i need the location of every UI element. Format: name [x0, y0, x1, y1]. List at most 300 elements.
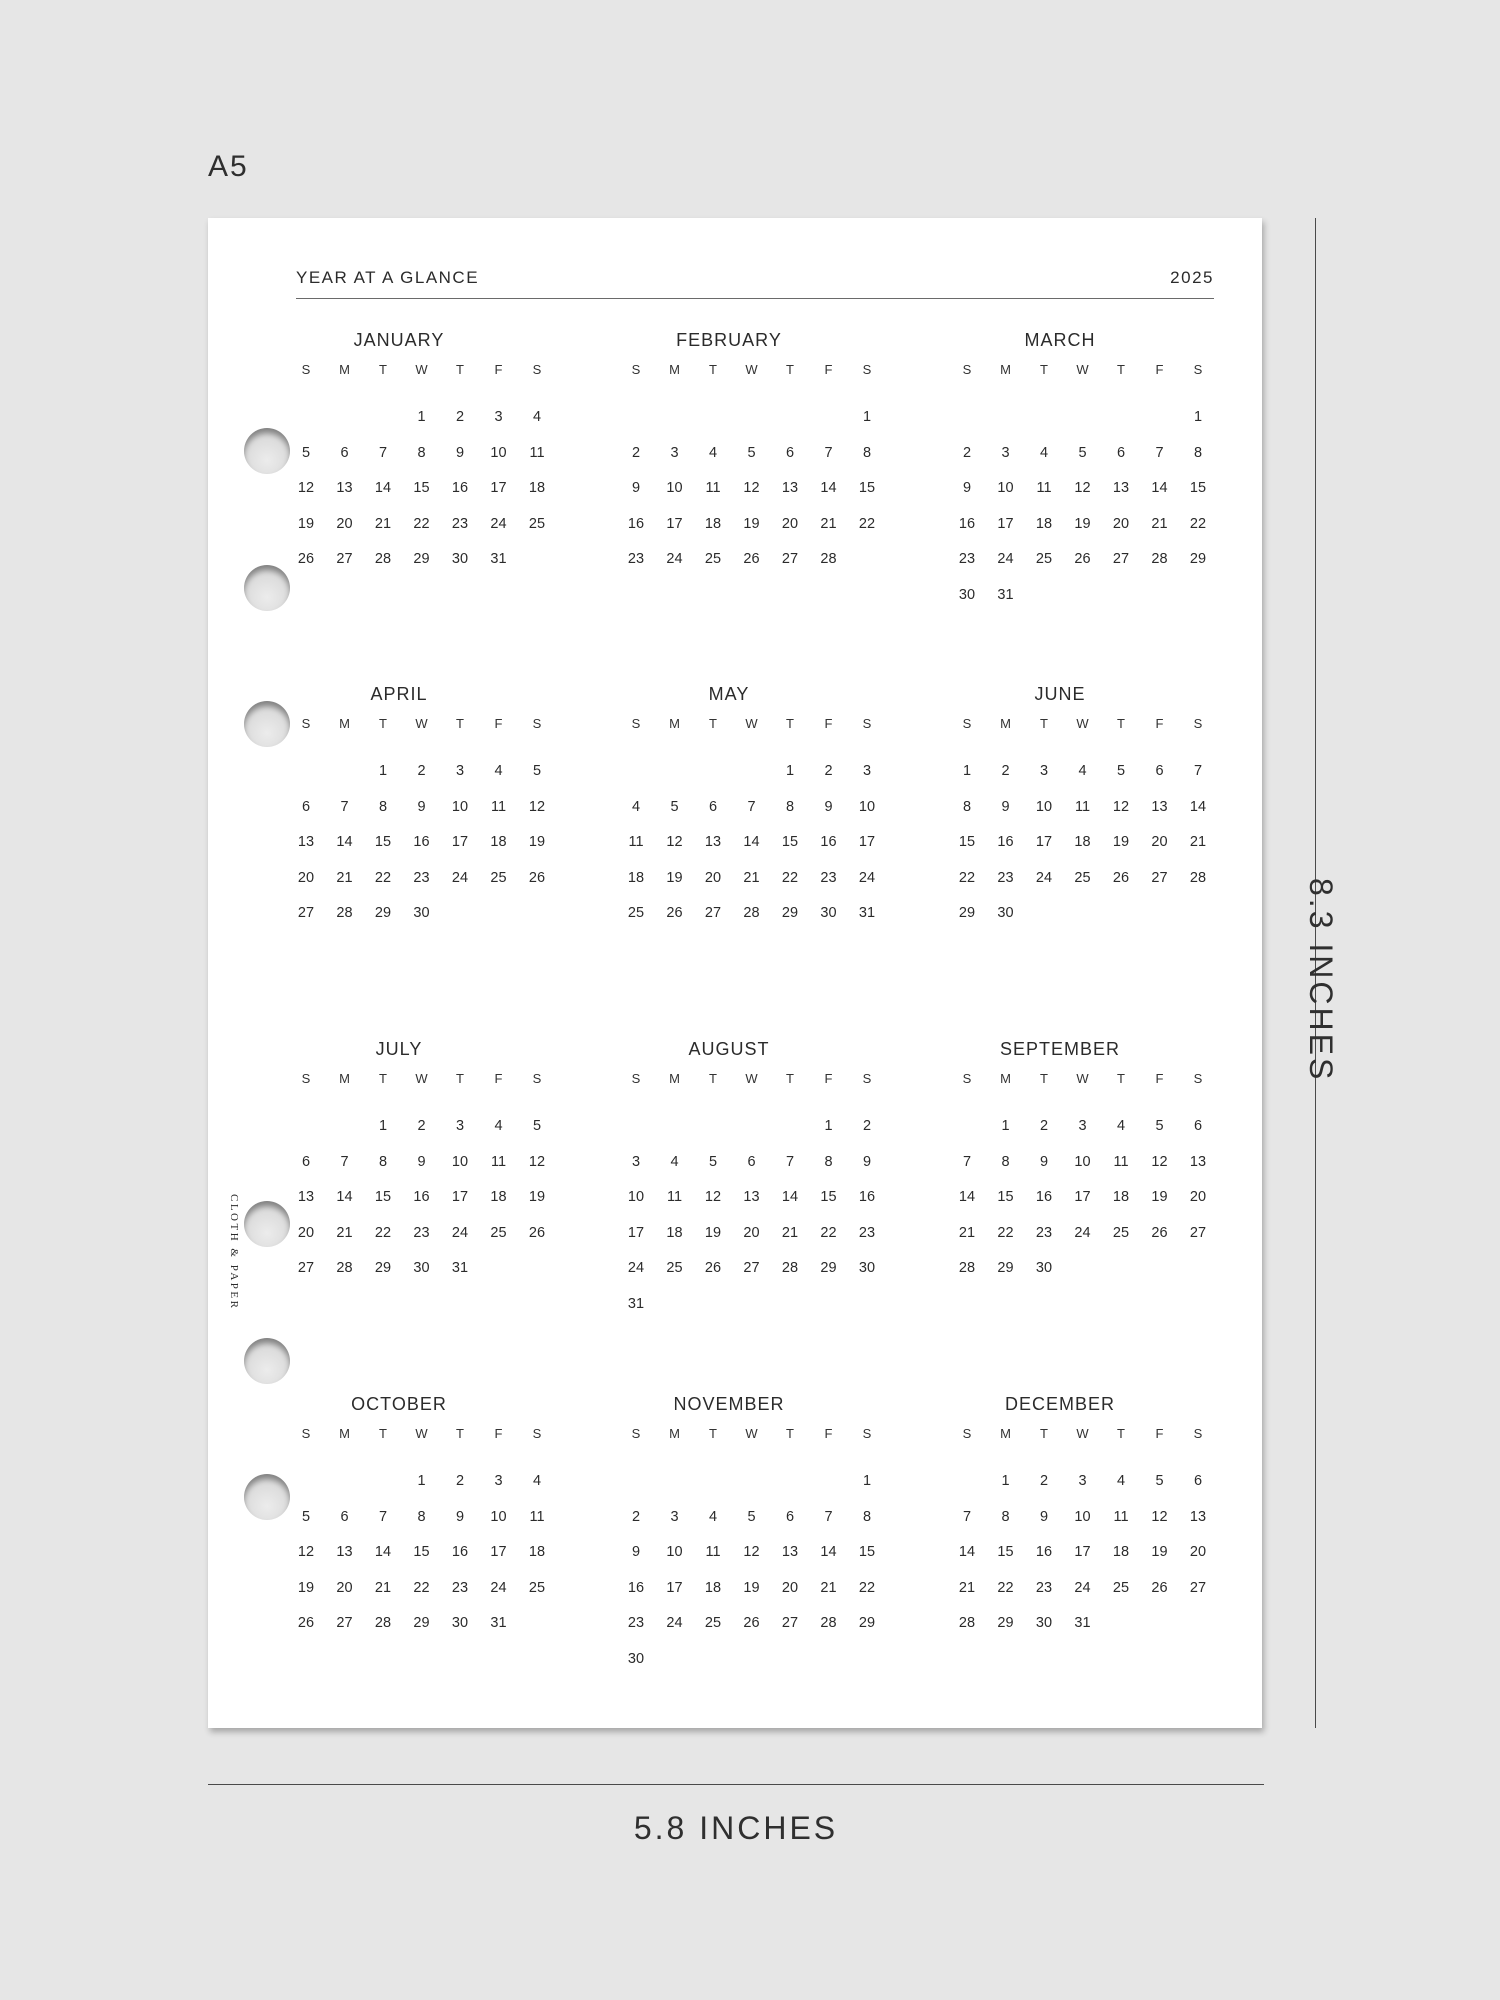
- calendar-day: 12: [666, 834, 683, 850]
- weekday-label: W: [415, 716, 428, 731]
- calendar-day: 28: [820, 1615, 837, 1631]
- calendar-day: 24: [1035, 869, 1053, 886]
- calendar-day: 20: [781, 1579, 799, 1596]
- calendar-day: 14: [743, 834, 760, 850]
- calendar-day: 5: [301, 1508, 311, 1525]
- calendar-day: 21: [781, 1224, 799, 1241]
- calendar-day: 11: [1113, 1508, 1129, 1525]
- weekday-label: T: [1040, 716, 1048, 731]
- calendar-day: 24: [1074, 1224, 1091, 1241]
- weekday-label: M: [339, 1071, 350, 1086]
- calendar-day: 2: [417, 763, 426, 779]
- calendar-day: 5: [708, 1153, 718, 1170]
- calendar-day: 11: [666, 1189, 683, 1205]
- calendar-day: 22: [858, 515, 876, 532]
- calendar-day: 17: [997, 515, 1014, 532]
- calendar-day: 9: [1039, 1508, 1049, 1525]
- calendar-day: 8: [1193, 444, 1203, 461]
- calendar-day: 15: [997, 1544, 1014, 1560]
- calendar-day: 19: [528, 834, 546, 850]
- calendar-day: 19: [297, 1579, 315, 1596]
- weekday-label: M: [669, 1426, 680, 1441]
- calendar-day: 28: [743, 905, 760, 921]
- calendar-day: 20: [1151, 834, 1168, 850]
- calendar-day: 30: [451, 551, 469, 567]
- calendar-day: 25: [528, 515, 546, 532]
- calendar-day: 29: [374, 905, 392, 921]
- calendar-day: 20: [743, 1224, 760, 1241]
- calendar-day: 16: [820, 834, 837, 850]
- calendar-day: 24: [451, 1224, 469, 1241]
- calendar-day: 3: [1078, 1118, 1087, 1134]
- calendar-day: 26: [297, 1615, 315, 1631]
- calendar-day: 7: [340, 798, 349, 815]
- calendar-day: 4: [670, 1153, 679, 1170]
- calendar-day: 4: [1116, 1473, 1126, 1489]
- calendar-day: 18: [1074, 834, 1091, 850]
- calendar-day: 11: [1036, 480, 1052, 496]
- weekday-label: F: [1155, 716, 1164, 731]
- calendar-day: 12: [743, 480, 760, 496]
- month-block: [624, 1039, 894, 1369]
- calendar-day: 5: [1155, 1118, 1164, 1134]
- calendar-day: 10: [1074, 1508, 1091, 1525]
- calendar-day: 17: [666, 1579, 683, 1596]
- calendar-day: 1: [785, 763, 795, 779]
- calendar-day: 17: [1074, 1189, 1091, 1205]
- weekday-label: W: [415, 362, 428, 377]
- calendar-day: 23: [413, 1224, 430, 1241]
- calendar-day: 18: [1035, 515, 1053, 532]
- calendar-day: 1: [1193, 409, 1203, 425]
- calendar-day: 25: [490, 1224, 507, 1241]
- calendar-day: 9: [631, 480, 641, 496]
- weekday-label: T: [1040, 1426, 1048, 1441]
- calendar-day: 4: [1078, 763, 1087, 779]
- calendar-day: 23: [451, 1579, 469, 1596]
- calendar-day: 30: [413, 905, 430, 921]
- calendar-day: 22: [413, 1579, 430, 1596]
- calendar-day: 13: [781, 1544, 799, 1560]
- calendar-day: 1: [862, 409, 872, 425]
- calendar-day: 22: [820, 1224, 837, 1241]
- month-block: [624, 1394, 894, 1724]
- weekday-label: T: [1117, 362, 1125, 377]
- calendar-day: 10: [997, 480, 1014, 496]
- calendar-day: 12: [297, 1544, 315, 1560]
- weekday-label: M: [1000, 1071, 1011, 1086]
- calendar-day: 24: [666, 1615, 683, 1631]
- weekday-label: S: [862, 716, 872, 731]
- calendar-day: 18: [704, 1579, 722, 1596]
- calendar-day: 17: [451, 834, 469, 850]
- month-name: APRIL: [370, 684, 428, 704]
- calendar-day: 11: [628, 834, 644, 850]
- calendar-day: 2: [1039, 1118, 1049, 1134]
- weekday-label: T: [1117, 1426, 1125, 1441]
- weekday-label: S: [962, 716, 972, 731]
- calendar-day: 28: [374, 1615, 392, 1631]
- calendar-day: 13: [297, 1189, 315, 1205]
- calendar-day: 11: [529, 444, 545, 461]
- weekday-label: M: [1000, 716, 1011, 731]
- weekday-label: W: [1076, 362, 1089, 377]
- calendar-day: 27: [297, 905, 315, 921]
- calendar-day: 20: [297, 1224, 315, 1241]
- weekday-label: S: [862, 1071, 872, 1086]
- calendar-day: 22: [997, 1224, 1014, 1241]
- calendar-day: 30: [997, 905, 1014, 921]
- calendar-day: 18: [528, 480, 546, 496]
- calendar-day: 7: [747, 798, 756, 815]
- calendar-day: 15: [858, 480, 876, 496]
- calendar-day: 16: [958, 515, 976, 532]
- calendar-day: 8: [785, 798, 795, 815]
- calendar-day: 22: [781, 869, 799, 886]
- calendar-day: 29: [1189, 551, 1207, 567]
- calendar-day: 6: [747, 1153, 756, 1170]
- calendar-day: 12: [1112, 798, 1130, 815]
- calendar-day: 19: [297, 515, 315, 532]
- calendar-day: 26: [297, 551, 315, 567]
- calendar-day: 30: [1035, 1260, 1053, 1276]
- weekday-label: S: [1193, 362, 1203, 377]
- calendar-day: 7: [378, 1508, 388, 1525]
- calendar-day: 4: [532, 1473, 542, 1489]
- calendar-day: 27: [336, 551, 353, 567]
- weekday-label: S: [862, 362, 872, 377]
- calendar-day: 3: [1039, 763, 1049, 779]
- calendar-day: 29: [997, 1260, 1014, 1276]
- calendar-day: 5: [1155, 1473, 1164, 1489]
- calendar-day: 25: [490, 869, 507, 886]
- weekday-label: W: [745, 362, 758, 377]
- calendar-day: 12: [1151, 1508, 1168, 1525]
- weekday-label: S: [532, 362, 542, 377]
- calendar-day: 7: [785, 1153, 795, 1170]
- calendar-day: 4: [708, 444, 718, 461]
- calendar-day: 13: [1112, 480, 1130, 496]
- calendar-day: 19: [743, 515, 760, 532]
- calendar-day: 20: [1189, 1189, 1207, 1205]
- calendar-day: 13: [336, 480, 353, 496]
- weekday-label: S: [301, 1426, 311, 1441]
- calendar-day: 31: [490, 1615, 507, 1631]
- calendar-day: 19: [704, 1224, 722, 1241]
- calendar-day: 20: [704, 869, 722, 886]
- calendar-day: 24: [451, 869, 469, 886]
- calendar-day: 27: [1189, 1224, 1207, 1241]
- calendar-day: 22: [374, 1224, 392, 1241]
- weekday-label: T: [456, 716, 464, 731]
- calendar-day: 7: [340, 1153, 349, 1170]
- calendar-day: 30: [413, 1260, 430, 1276]
- calendar-day: 9: [1039, 1153, 1049, 1170]
- width-dimension-label: 5.8 INCHES: [633, 1810, 839, 1846]
- calendar-day: 12: [528, 798, 546, 815]
- weekday-label: T: [1117, 716, 1125, 731]
- calendar-day: 13: [336, 1544, 353, 1560]
- calendar-day: 5: [301, 444, 311, 461]
- calendar-day: 6: [301, 1153, 311, 1170]
- calendar-day: 1: [824, 1118, 833, 1134]
- weekday-label: T: [786, 362, 794, 377]
- calendar-day: 14: [958, 1544, 976, 1560]
- calendar-day: 28: [958, 1260, 976, 1276]
- calendar-day: 15: [374, 1189, 392, 1205]
- calendar-day: 13: [1151, 798, 1168, 815]
- weekday-label: S: [532, 1071, 542, 1086]
- weekday-label: T: [379, 1071, 387, 1086]
- punch-hole: [244, 701, 290, 747]
- calendar-day: 2: [862, 1118, 872, 1134]
- calendar-day: 21: [743, 869, 760, 886]
- calendar-day: 10: [1035, 798, 1053, 815]
- weekday-label: S: [532, 716, 542, 731]
- planner-page: [208, 218, 1262, 1728]
- weekday-label: F: [824, 716, 833, 731]
- calendar-day: 23: [820, 869, 837, 886]
- calendar-day: 28: [781, 1260, 799, 1276]
- calendar-day: 27: [1112, 551, 1130, 567]
- calendar-day: 8: [862, 1508, 872, 1525]
- calendar-day: 18: [1112, 1544, 1130, 1560]
- weekday-label: S: [1193, 1426, 1203, 1441]
- calendar-day: 24: [627, 1260, 645, 1276]
- calendar-day: 4: [708, 1508, 718, 1525]
- calendar-day: 26: [528, 1224, 546, 1241]
- calendar-day: 10: [858, 798, 876, 815]
- calendar-day: 4: [494, 1118, 503, 1134]
- weekday-label: M: [339, 362, 350, 377]
- calendar-day: 19: [528, 1189, 546, 1205]
- calendar-day: 11: [1113, 1153, 1129, 1170]
- month-block: [294, 330, 564, 660]
- calendar-day: 1: [417, 1473, 426, 1489]
- calendar-day: 7: [378, 444, 388, 461]
- calendar-day: 8: [417, 444, 426, 461]
- calendar-day: 17: [627, 1224, 645, 1241]
- month-block: [955, 684, 1225, 1014]
- calendar-day: 3: [455, 763, 465, 779]
- calendar-day: 18: [1112, 1189, 1130, 1205]
- calendar-day: 21: [336, 1224, 353, 1241]
- weekday-label: T: [1040, 362, 1048, 377]
- calendar-day: 29: [997, 1615, 1014, 1631]
- calendar-day: 20: [297, 869, 315, 886]
- calendar-day: 10: [490, 444, 507, 461]
- month-block: [294, 1039, 564, 1369]
- calendar-day: 25: [528, 1579, 546, 1596]
- weekday-label: T: [709, 1426, 717, 1441]
- calendar-day: 7: [824, 1508, 833, 1525]
- calendar-day: 16: [413, 834, 430, 850]
- month-name: OCTOBER: [351, 1394, 447, 1414]
- weekday-label: T: [1040, 1071, 1048, 1086]
- weekday-label: W: [745, 716, 758, 731]
- calendar-day: 25: [1112, 1224, 1130, 1241]
- calendar-day: 14: [336, 1189, 353, 1205]
- calendar-day: 23: [627, 1615, 645, 1631]
- calendar-day: 12: [1074, 480, 1091, 496]
- weekday-label: S: [532, 1426, 542, 1441]
- weekday-label: T: [379, 716, 387, 731]
- weekday-label: M: [669, 362, 680, 377]
- weekday-label: W: [1076, 716, 1089, 731]
- calendar-day: 21: [1189, 834, 1207, 850]
- weekday-label: S: [301, 1071, 311, 1086]
- calendar-day: 13: [297, 834, 315, 850]
- calendar-day: 9: [824, 798, 833, 815]
- calendar-day: 26: [528, 869, 546, 886]
- calendar-day: 18: [490, 834, 507, 850]
- calendar-day: 15: [413, 1544, 430, 1560]
- calendar-day: 18: [490, 1189, 507, 1205]
- calendar-day: 27: [1189, 1579, 1207, 1596]
- weekday-label: S: [962, 362, 972, 377]
- calendar-day: 15: [997, 1189, 1014, 1205]
- calendar-day: 15: [958, 834, 976, 850]
- calendar-day: 31: [997, 586, 1014, 603]
- weekday-label: S: [962, 1426, 972, 1441]
- month-block: [955, 330, 1225, 660]
- calendar-day: 9: [417, 798, 426, 815]
- calendar-day: 1: [1001, 1118, 1010, 1134]
- calendar-day: 11: [529, 1508, 545, 1525]
- calendar-day: 2: [962, 444, 972, 461]
- width-dimension-line: [208, 1784, 1264, 1785]
- weekday-label: F: [1155, 1071, 1164, 1086]
- calendar-day: 30: [451, 1615, 469, 1631]
- calendar-day: 3: [631, 1153, 641, 1170]
- calendar-day: 22: [374, 869, 392, 886]
- weekday-label: F: [494, 1071, 503, 1086]
- calendar-day: 30: [858, 1260, 876, 1276]
- calendar-day: 9: [455, 444, 465, 461]
- weekday-label: S: [631, 1071, 641, 1086]
- calendar-day: 14: [820, 480, 837, 496]
- calendar-day: 12: [297, 480, 315, 496]
- calendar-day: 11: [490, 1153, 507, 1170]
- calendar-day: 30: [1035, 1615, 1053, 1631]
- weekday-label: W: [415, 1426, 428, 1441]
- calendar-day: 18: [704, 515, 722, 532]
- calendar-day: 13: [781, 480, 799, 496]
- calendar-day: 1: [378, 763, 388, 779]
- page-year: 2025: [1170, 268, 1214, 287]
- calendar-day: 17: [666, 515, 683, 532]
- calendar-day: 3: [670, 444, 679, 461]
- calendar-day: 29: [781, 905, 799, 921]
- calendar-day: 25: [1112, 1579, 1130, 1596]
- calendar-day: 14: [1151, 480, 1168, 496]
- calendar-day: 28: [820, 551, 837, 567]
- calendar-day: 21: [1151, 515, 1168, 532]
- calendar-day: 10: [451, 1153, 469, 1170]
- weekday-label: W: [1076, 1071, 1089, 1086]
- calendar-day: 8: [1001, 1508, 1010, 1525]
- calendar-day: 9: [862, 1153, 872, 1170]
- calendar-day: 7: [1193, 763, 1203, 779]
- calendar-day: 17: [858, 834, 876, 850]
- weekday-label: S: [631, 716, 641, 731]
- weekday-label: F: [494, 362, 503, 377]
- calendar-day: 14: [781, 1189, 799, 1205]
- month-block: [955, 1394, 1225, 1724]
- calendar-day: 28: [336, 1260, 353, 1276]
- calendar-day: 24: [1074, 1579, 1091, 1596]
- weekday-label: S: [962, 1071, 972, 1086]
- calendar-day: 26: [666, 905, 683, 921]
- calendar-day: 6: [340, 1508, 349, 1525]
- weekday-label: T: [709, 716, 717, 731]
- calendar-day: 21: [336, 869, 353, 886]
- calendar-day: 29: [958, 905, 976, 921]
- calendar-day: 23: [858, 1224, 876, 1241]
- calendar-day: 26: [1151, 1579, 1168, 1596]
- calendar-day: 9: [962, 480, 972, 496]
- punch-hole: [244, 428, 290, 474]
- calendar-day: 12: [743, 1544, 760, 1560]
- calendar-day: 24: [490, 1579, 507, 1596]
- calendar-day: 1: [862, 1473, 872, 1489]
- calendar-day: 27: [743, 1260, 760, 1276]
- calendar-day: 6: [785, 1508, 795, 1525]
- calendar-day: 12: [704, 1189, 722, 1205]
- weekday-label: T: [709, 362, 717, 377]
- calendar-day: 16: [413, 1189, 430, 1205]
- calendar-day: 15: [781, 834, 799, 850]
- calendar-day: 6: [1193, 1473, 1203, 1489]
- calendar-day: 5: [532, 763, 542, 779]
- calendar-day: 1: [378, 1118, 388, 1134]
- calendar-day: 23: [997, 869, 1014, 886]
- calendar-day: 23: [413, 869, 430, 886]
- calendar-day: 18: [666, 1224, 683, 1241]
- calendar-day: 24: [490, 515, 507, 532]
- calendar-day: 26: [743, 551, 760, 567]
- calendar-day: 28: [958, 1615, 976, 1631]
- calendar-day: 17: [490, 480, 507, 496]
- weekday-label: F: [1155, 1426, 1164, 1441]
- calendar-day: 16: [627, 515, 645, 532]
- calendar-day: 22: [1189, 515, 1207, 532]
- calendar-day: 21: [820, 1579, 837, 1596]
- calendar-day: 28: [374, 551, 392, 567]
- calendar-day: 26: [1074, 551, 1091, 567]
- calendar-day: 9: [631, 1544, 641, 1560]
- calendar-day: 6: [340, 444, 349, 461]
- calendar-day: 13: [1189, 1153, 1207, 1170]
- calendar-day: 8: [962, 798, 972, 815]
- calendar-day: 13: [743, 1189, 760, 1205]
- calendar-day: 25: [666, 1260, 683, 1276]
- calendar-day: 29: [374, 1260, 392, 1276]
- calendar-day: 6: [1116, 444, 1126, 461]
- calendar-day: 25: [1074, 869, 1091, 886]
- calendar-day: 3: [494, 1473, 503, 1489]
- weekday-label: S: [631, 1426, 641, 1441]
- calendar-day: 21: [820, 515, 837, 532]
- month-block: [294, 1394, 564, 1724]
- weekday-label: M: [1000, 362, 1011, 377]
- calendar-day: 23: [627, 551, 645, 567]
- weekday-label: T: [456, 362, 464, 377]
- weekday-label: M: [339, 1426, 350, 1441]
- calendar-day: 14: [958, 1189, 976, 1205]
- weekday-label: T: [379, 362, 387, 377]
- calendar-day: 5: [747, 1508, 756, 1525]
